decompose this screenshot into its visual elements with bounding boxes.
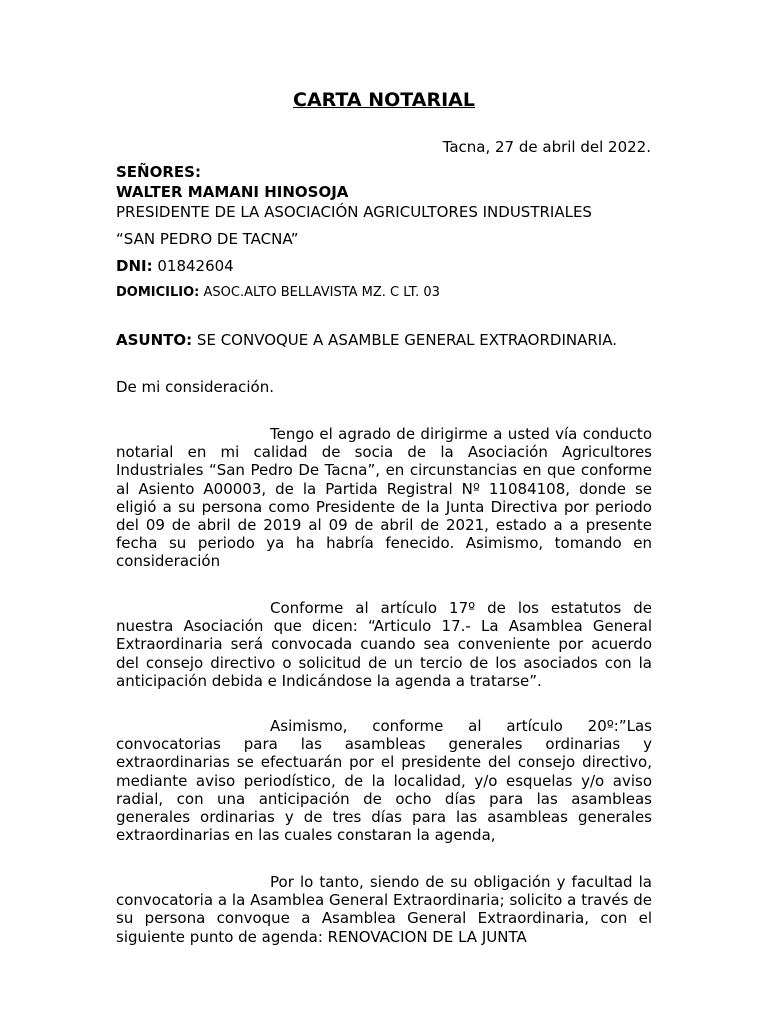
address-value: ASOC.ALTO BELLAVISTA MZ. C LT. 03 [203,285,440,300]
paragraph-text: Conforme al artículo 17º de los estatutos de nuestra Asociación que dicen: “Articulo 17.- La Asamblea General Extraordinaria será convocada cuando sea conveniente por acuerdo del consejo directivo o solicitud de un tercio de los asociados con la anticipación debida e Indicándose la agenda a tratarse”. [116,599,652,690]
dni-value: 01842604 [157,257,234,275]
recipient-salutation: SEÑORES: [116,163,201,181]
paragraph-text: Asimismo, conforme al artículo 20º:”Las convocatorias para las asambleas generales ordinarias y extraordinarias se efectuarán por el presidente del consejo directivo, mediante aviso periodístico, de la localidad, y/o esquelas y/o aviso radial, con una anticipación de ocho días para las asambleas generales ordinarias y de tres días para las asambleas generales extraordinarias en las cuales constaran la agenda, [116,717,652,845]
greeting: De mi consideración. [116,378,274,396]
body-paragraph-2 [116,599,652,690]
recipient-dni [116,257,234,275]
body-paragraph-1 [116,425,652,571]
recipient-address [116,284,440,302]
recipient-position: PRESIDENTE DE LA ASOCIACIÓN AGRICULTORES INDUSTRIALES [116,203,592,221]
paragraph-text: Por lo tanto, siendo de su obligación y facultad la convocatoria a la Asamblea General Extraordinaria; solicito a través de su persona convoque a Asamblea General Extraordinaria, con el siguiente punto de agenda: RENOVACION DE LA JUNTA [116,873,652,946]
body-paragraph-3 [116,717,652,844]
letter-date: Tacna, 27 de abril del 2022. [442,138,651,156]
subject-label: ASUNTO: [116,331,193,349]
paragraph-text: Tengo el agrado de dirigirme a usted vía conducto notarial en mi calidad de socia de la Asociación Agricultores Industriales “San Pedro De Tacna”, en circunstancias en que conforme al Asiento A00003, de la Partida Registral Nº 11084108, donde se eligió a su persona como Presidente de la Junta Directiva por periodo del 09 de abril de 2019 al 09 de abril de 2021, estado a a presente fecha su periodo ya ha habría fenecido. Asimismo, tomando en consideración [116,425,652,571]
recipient-name: WALTER MAMANI HINOSOJA [116,183,349,201]
subject-value: SE CONVOQUE A ASAMBLE GENERAL EXTRAORDINARIA. [196,331,617,349]
subject-line [116,331,617,349]
body-paragraph-4 [116,873,652,946]
address-label: DOMICILIO: [116,285,200,300]
letter-title: CARTA NOTARIAL [293,89,475,111]
recipient-organization: “SAN PEDRO DE TACNA” [116,230,299,248]
dni-label: DNI: [116,257,153,275]
